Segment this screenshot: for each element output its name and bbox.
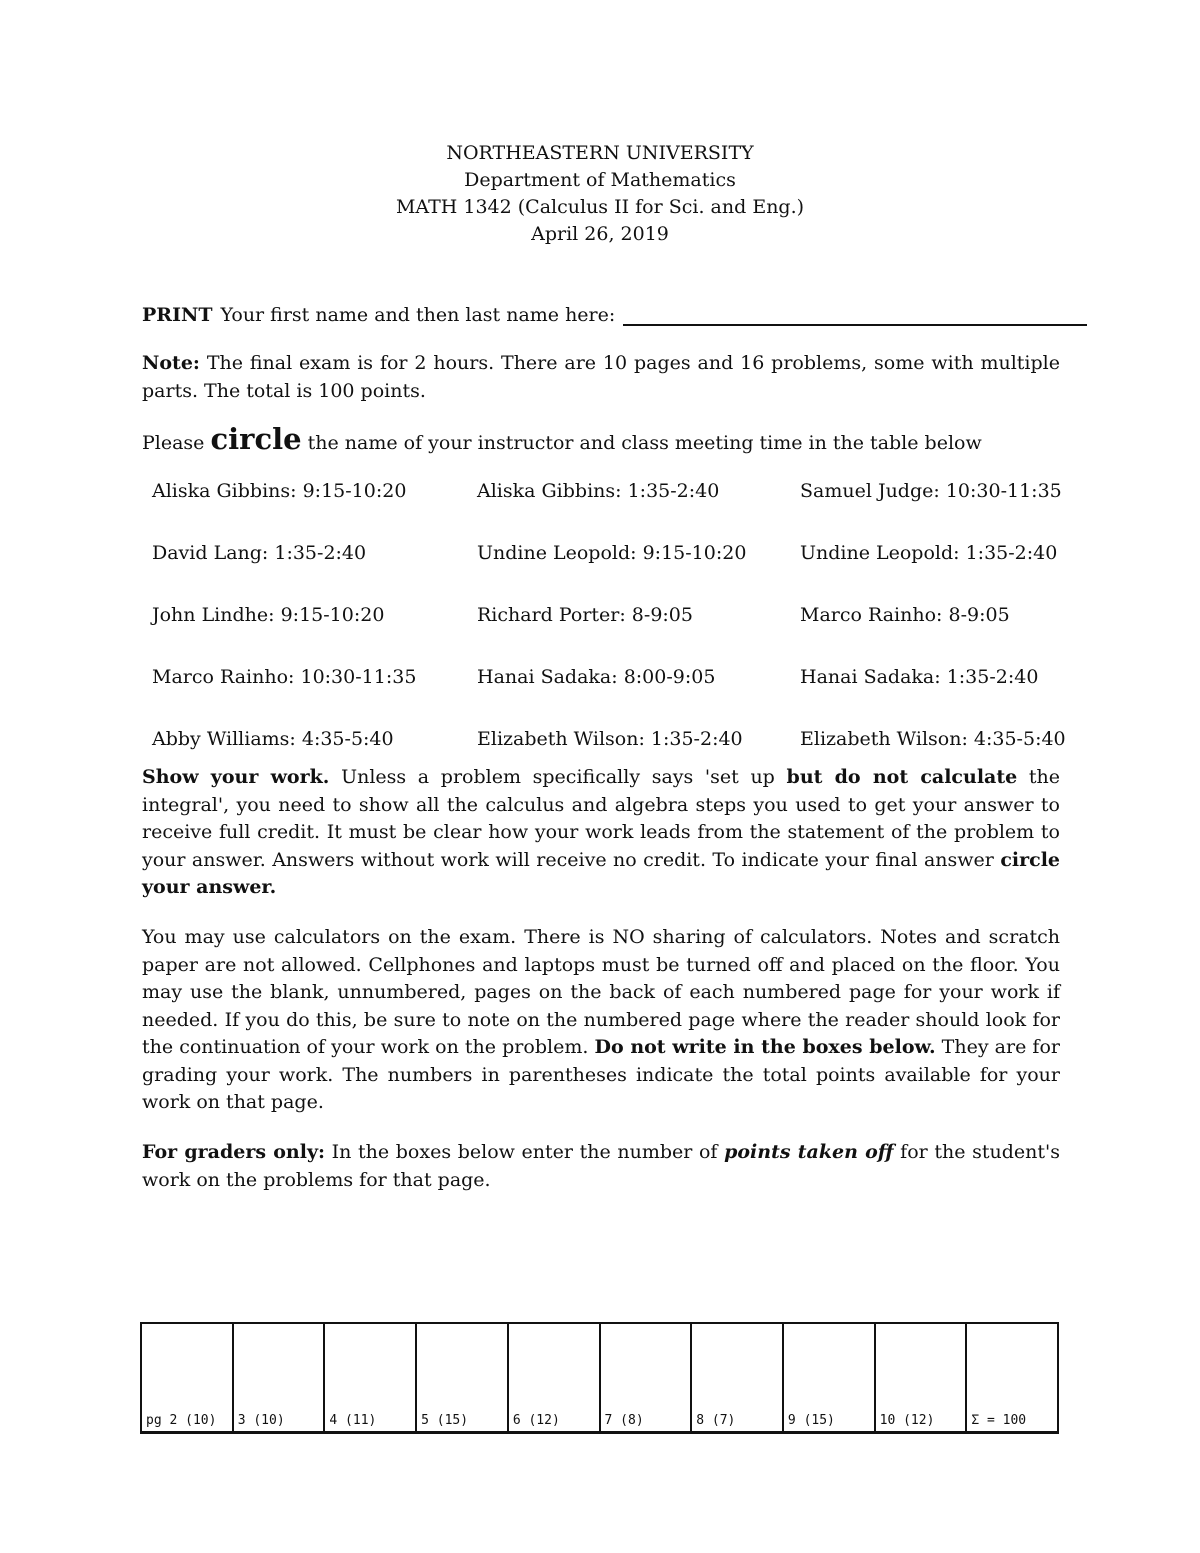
grade-box-label: 3 (10) xyxy=(237,1413,285,1428)
instructor-row xyxy=(152,542,1092,604)
calculators-text-2: They are for grading your work. The numbers in parentheses indicate the total points available for your work on that page. xyxy=(142,1036,1060,1113)
circle-before: Please xyxy=(142,432,205,454)
print-name-line xyxy=(142,300,1087,326)
instructor-option: John Lindhe: 9:15-10:20 xyxy=(152,604,385,626)
grade-box-total[interactable] xyxy=(967,1324,1057,1431)
grade-box-label: 10 (12) xyxy=(879,1413,935,1428)
instructor-row xyxy=(152,604,1092,666)
show-work-label: Show your work. xyxy=(142,766,330,788)
grade-box[interactable] xyxy=(142,1324,234,1431)
grade-box-label: 7 (8) xyxy=(604,1413,644,1428)
grade-box[interactable] xyxy=(509,1324,601,1431)
circle-after: the name of your instructor and class meeting time in the table below xyxy=(307,432,982,454)
grade-box[interactable] xyxy=(325,1324,417,1431)
grade-box-label: 6 (12) xyxy=(512,1413,560,1428)
exam-date: April 26, 2019 xyxy=(531,223,669,245)
grade-box-label: 5 (15) xyxy=(421,1413,469,1428)
instructor-option: Abby Williams: 4:35-5:40 xyxy=(152,728,394,750)
instructor-row xyxy=(152,480,1092,542)
name-blank-field[interactable] xyxy=(623,300,1087,326)
instructor-row xyxy=(152,666,1092,728)
grade-box[interactable] xyxy=(601,1324,693,1431)
instructor-option: Undine Leopold: 9:15-10:20 xyxy=(477,542,747,564)
print-instruction: Your first name and then last name here: xyxy=(220,304,616,326)
graders-text-2: for the student's work on the problems for that page. xyxy=(142,1141,1060,1191)
graders-paragraph xyxy=(142,1139,1060,1194)
instructor-option: David Lang: 1:35-2:40 xyxy=(152,542,367,564)
circle-instruction xyxy=(142,422,1060,458)
grade-box-label: Σ = 100 xyxy=(971,1413,1027,1428)
instructor-option: Aliska Gibbins: 1:35-2:40 xyxy=(477,480,720,502)
instructor-option: Marco Rainho: 8-9:05 xyxy=(800,604,1010,626)
show-work-emphasis: but do not calculate xyxy=(786,766,1018,788)
grade-box-label: 4 (11) xyxy=(329,1413,377,1428)
instructor-option: Elizabeth Wilson: 4:35-5:40 xyxy=(800,728,1066,750)
department-name: Department of Mathematics xyxy=(464,169,736,191)
instructor-option: Hanai Sadaka: 1:35-2:40 xyxy=(800,666,1039,688)
grading-table xyxy=(140,1322,1059,1434)
university-name: NORTHEASTERN UNIVERSITY xyxy=(446,142,754,164)
show-work-text: Unless a problem specifically says 'set up xyxy=(341,766,775,788)
note-label: Note: xyxy=(142,352,200,374)
grade-box-label: 8 (7) xyxy=(696,1413,736,1428)
grade-box[interactable] xyxy=(417,1324,509,1431)
grade-box-label: 9 (15) xyxy=(787,1413,835,1428)
grade-box[interactable] xyxy=(876,1324,968,1431)
instructor-option: Aliska Gibbins: 9:15-10:20 xyxy=(152,480,407,502)
points-taken-off: points taken off xyxy=(724,1141,894,1163)
circle-emphasis: circle xyxy=(210,422,302,456)
print-label: PRINT xyxy=(142,304,213,326)
graders-text: In the boxes below enter the number of xyxy=(331,1141,718,1163)
instructor-option: Elizabeth Wilson: 1:35-2:40 xyxy=(477,728,743,750)
instructor-option: Richard Porter: 8-9:05 xyxy=(477,604,693,626)
exam-header xyxy=(0,140,1200,248)
calculators-text: You may use calculators on the exam. There is NO sharing of calculators. Notes and scratch paper are not allowed. Cellphones and laptops must be turned off and placed on the floor. You may use the blank, unnumbered, pages on the back of each numbered page for your work if needed. If you do this, be sure to note on the numbered page where the reader should look for the continuation of your work on the problem. xyxy=(142,926,1060,1058)
instructor-option: Undine Leopold: 1:35-2:40 xyxy=(800,542,1058,564)
grade-box[interactable] xyxy=(692,1324,784,1431)
note-text: The final exam is for 2 hours. There are 10 pages and 16 problems, some with multiple parts. The total is 100 points. xyxy=(142,352,1060,402)
graders-label: For graders only: xyxy=(142,1141,325,1163)
circle-answer-label: circle your answer. xyxy=(142,848,1060,898)
calculators-paragraph xyxy=(142,924,1060,1117)
grade-box[interactable] xyxy=(234,1324,326,1431)
instructor-table xyxy=(152,480,1092,790)
instructor-option: Samuel Judge: 10:30-11:35 xyxy=(800,480,1062,502)
note-paragraph xyxy=(142,350,1060,405)
show-work-paragraph xyxy=(142,764,1060,902)
do-not-write-label: Do not write in the boxes below. xyxy=(594,1036,936,1058)
grade-box[interactable] xyxy=(784,1324,876,1431)
show-work-text-2: the integral', you need to show all the calculus and algebra steps you used to get your answer to receive full credit. It must be clear how your work leads from the statement of the problem to your answer. Answers without work will receive no credit. To indicate your final answer xyxy=(142,766,1061,871)
grade-box-label: pg 2 (10) xyxy=(146,1413,217,1428)
instructor-option: Marco Rainho: 10:30-11:35 xyxy=(152,666,417,688)
instructor-option: Hanai Sadaka: 8:00-9:05 xyxy=(477,666,716,688)
course-title: MATH 1342 (Calculus II for Sci. and Eng.) xyxy=(395,196,805,218)
